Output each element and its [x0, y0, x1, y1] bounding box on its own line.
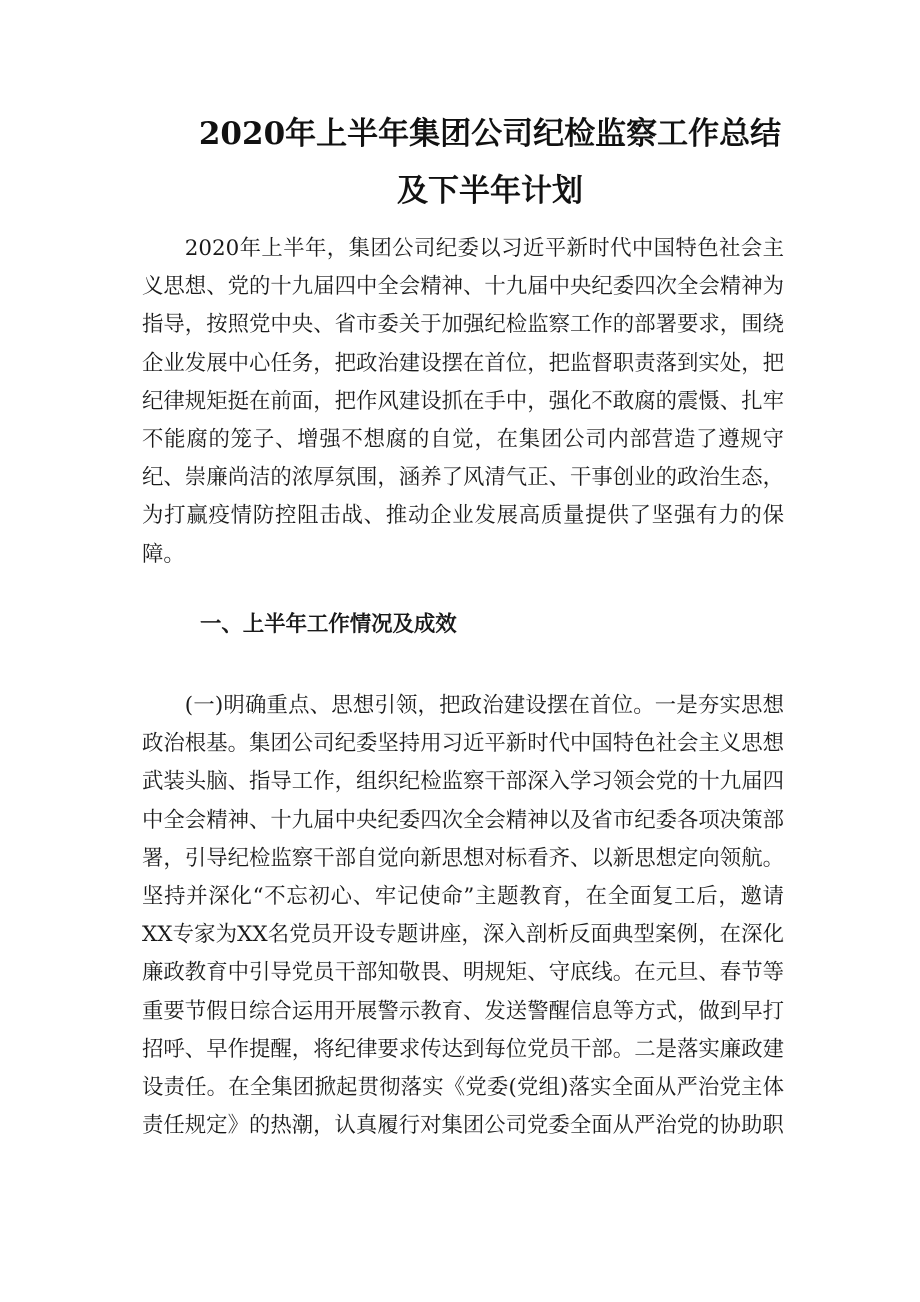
document-title-line-1: 2020年上半年集团公司纪检监察工作总结: [198, 116, 782, 152]
document-title-line-2: 及下半年计划: [397, 173, 583, 209]
section-heading-1: 一、上半年工作情况及成效: [200, 612, 457, 637]
intro-paragraph: 2020年上半年，集团公司纪委以习近平新时代中国特色社会主义思想、党的十九届四中全会精神、十九届中央纪委四次全会精神为指导，按照党中央、省市委关于加强纪检监察工作的部署要求，围绕企业发展中心任务，把政治建设摆在首位，把监督职责落到实处，把纪律规矩挺在前面，把作风建设抓在手中，强化不敢腐的震慑、扎牢不能腐的笼子、增强不想腐的自觉，在集团公司内部营造了遵规守纪、崇廉尚洁的浓厚氛围，涵养了风清气正、干事创业的政治生态，为打赢疫情防控阻击战、推动企业发展高质量提供了坚强有力的保障。: [142, 236, 784, 567]
section-1-paragraph: (一)明确重点、思想引领，把政治建设摆在首位。一是夯实思想政治根基。集团公司纪委坚持用习近平新时代中国特色社会主义思想武装头脑、指导工作，组织纪检监察干部深入学习领会党的十九届四中全会精神、十九届中央纪委四次全会精神以及省市纪委各项决策部署，引导纪检监察干部自觉向新思想对标看齐、以新思想定向领航。坚持并深化“不忘初心、牢记使命”主题教育，在全面复工后，邀请XX专家为XX名党员开设专题讲座，深入剖析反面典型案例，在深化廉政教育中引导党员干部知敬畏、明规矩、守底线。在元旦、春节等重要节假日综合运用开展警示教育、发送警醒信息等方式，做到早打招呼、早作提醒，将纪律要求传达到每位党员干部。二是落实廉政建设责任。在全集团掀起贯彻落实《党委(党组)落实全面从严治党主体责任规定》的热潮，认真履行对集团公司党委全面从严治党的协助职: [142, 693, 784, 1139]
